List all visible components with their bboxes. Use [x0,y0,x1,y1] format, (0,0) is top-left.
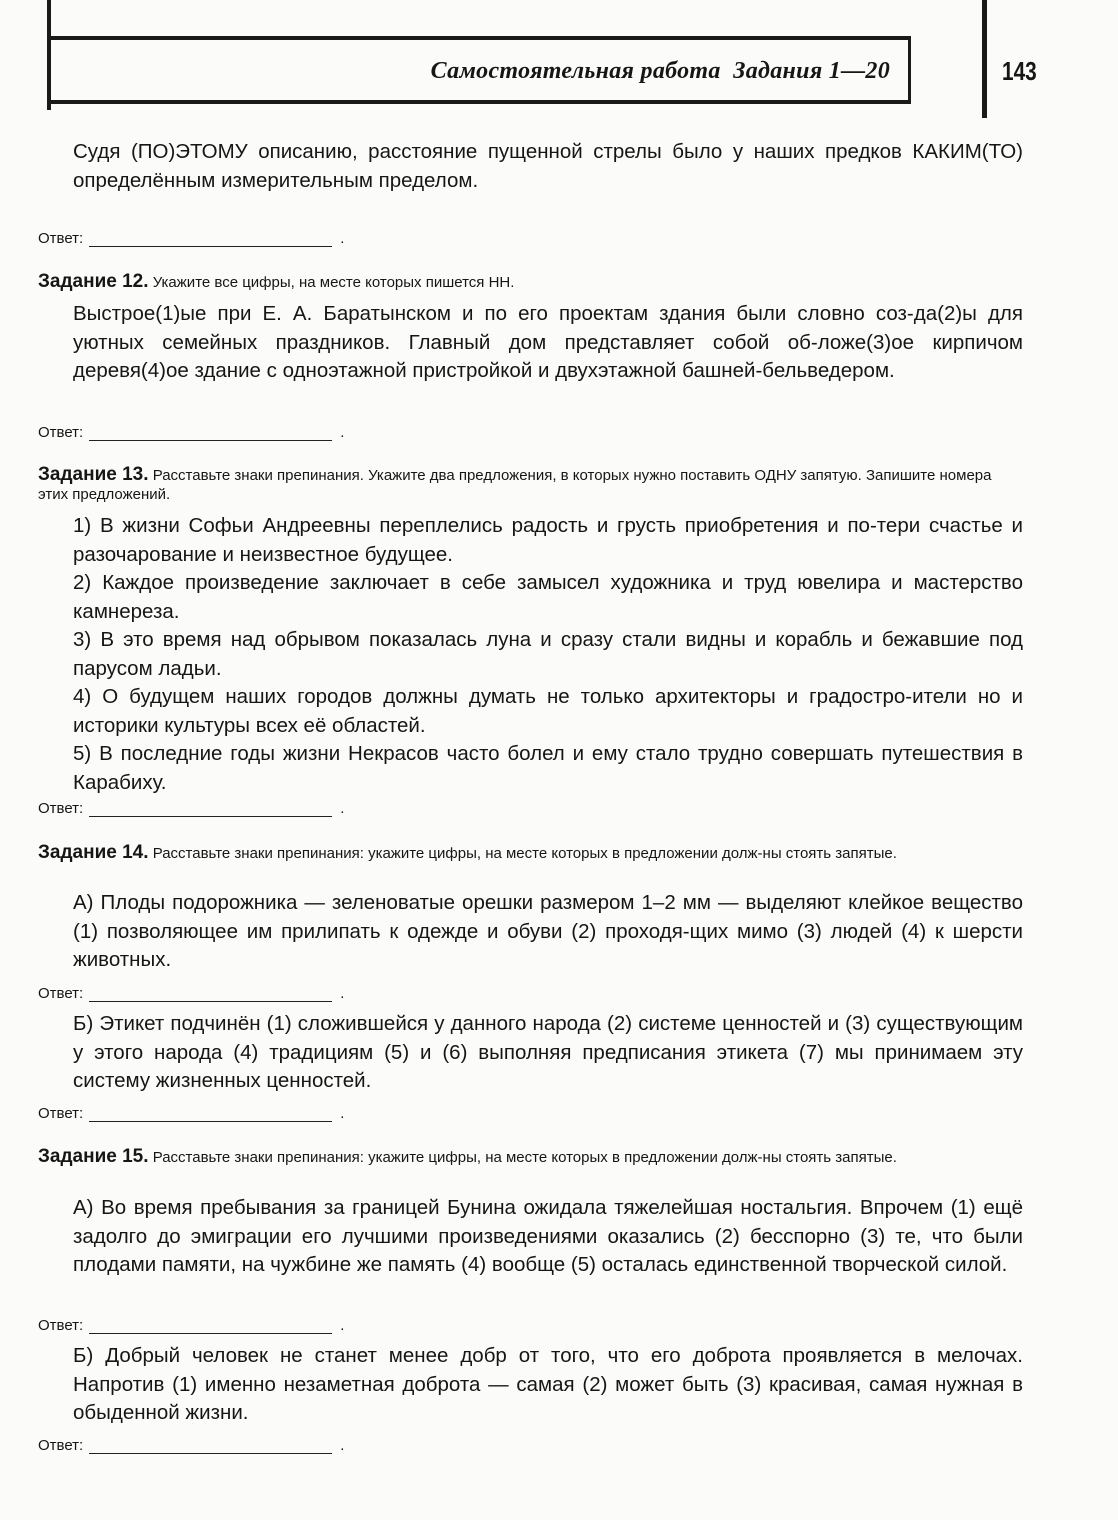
answer-line[interactable] [89,802,332,817]
intro-paragraph: Судя (ПО)ЭТОМУ описанию, расстояние пущенной стрелы было у наших предков КАКИМ(ТО) определённым измерительным пределом. [73,140,1023,192]
task-13-item: 4) О будущем наших городов должны думать не только архитекторы и градостро-ители но и историки культуры всех её областей. [73,685,1023,737]
task-13-item: 3) В это время над обрывом показалась луна и сразу стали видны и корабль и бежавшие под парусом ладьи. [73,628,1023,680]
answer-line[interactable] [89,987,332,1002]
task-15-part-b: Б) Добрый человек не станет менее добр от того, что его доброта проявляется в мелочах. Напротив (1) именно незаметная доброта — самая (2) может быть (3) красивая, самая нужная в обыденной жизни. [73,1344,1023,1424]
answer-label: Ответ: [38,800,84,817]
header-title: Самостоятельная работа Задания 1—20 [430,58,890,84]
answer-label: Ответ: [38,985,84,1002]
task-12-heading [38,272,1023,292]
answer-line[interactable] [89,1319,332,1334]
answer-field: Ответ: . [38,424,345,441]
answer-field: Ответ: . [38,230,345,247]
task-12-text: Выстрое(1)ые при Е. А. Баратынском и по его проектам здания были словно соз-да(2)ы для уютных семейных праздников. Главный дом представляет собой об-ложе(3)ое кирпичом деревя(4)ое здание с одноэтажной пристройкой и двухэтажной башней-бельведером. [73,302,1023,382]
task-14-heading [38,843,1023,863]
answer-line[interactable] [89,426,332,441]
answer-line[interactable] [89,1439,332,1454]
task-14-label: Задание 14. [38,842,149,863]
right-margin-rule [982,0,987,118]
task-15-instruction: Расставьте знаки препинания: укажите цифры, на месте которых в предложении долж-ны стоять запятые. [152,1149,897,1166]
task-15-part-a: А) Во время пребывания за границей Бунина ожидала тяжелейшая ностальгия. Впрочем (1) ещё задолго до эмиграции его лучшими произведениями оказались (2) бесспорно (3) те, что были плодами памяти, на чужбине же память (4) вообще (5) осталась единственной творческой силой. [73,1196,1023,1276]
answer-line[interactable] [89,1107,332,1122]
answer-field: Ответ: . [38,800,345,817]
task-13-item: 1) В жизни Софьи Андреевны переплелись радость и грусть приобретения и по-тери счастье и разочарование и неизвестное будущее. [73,514,1023,566]
task-12-label: Задание 12. [38,271,149,292]
task-13-items [73,512,1023,797]
answer-label: Ответ: [38,230,84,247]
task-12-instruction: Укажите все цифры, на месте которых пишется НН. [152,274,515,291]
task-14-part-a: А) Плоды подорожника — зеленоватые орешки размером 1–2 мм — выделяют клейкое вещество (1) позволяющее им прилипать к одежде и обуви (2) проходя-щих мимо (3) людей (4) к шерсти животных. [73,891,1023,971]
task-13-heading [38,465,1023,504]
task-14-instruction: Расставьте знаки препинания: укажите цифры, на месте которых в предложении долж-ны стоять запятые. [152,845,897,862]
task-15-heading [38,1147,1023,1167]
task-13-item: 5) В последние годы жизни Некрасов часто болел и ему стало трудно совершать путешествия в Карабиху. [73,742,1023,794]
task-13-instruction: Расставьте знаки препинания. Укажите два предложения, в которых нужно поставить ОДНУ запятую. Запишите номера этих предложений. [38,467,992,503]
task-14-part-b: Б) Этикет подчинён (1) сложившейся у данного народа (2) системе ценностей и (3) существующим у этого народа (4) традициям (5) и (6) выполняя предписания этикета (7) мы принимаем эту систему жизненных ценностей. [73,1012,1023,1092]
answer-label: Ответ: [38,1317,84,1334]
task-13-label: Задание 13. [38,464,149,485]
task-13-item: 2) Каждое произведение заключает в себе замысел художника и труд ювелира и мастерство камнереза. [73,571,1023,623]
answer-field: Ответ: . [38,985,345,1002]
running-header [47,36,911,104]
answer-label: Ответ: [38,1105,84,1122]
answer-field: Ответ: . [38,1437,345,1454]
answer-field: Ответ: . [38,1105,345,1122]
answer-label: Ответ: [38,1437,84,1454]
answer-line[interactable] [89,232,332,247]
answer-label: Ответ: [38,424,84,441]
answer-field: Ответ: . [38,1317,345,1334]
task-15-label: Задание 15. [38,1146,149,1167]
page-number: 143 [1002,56,1037,86]
